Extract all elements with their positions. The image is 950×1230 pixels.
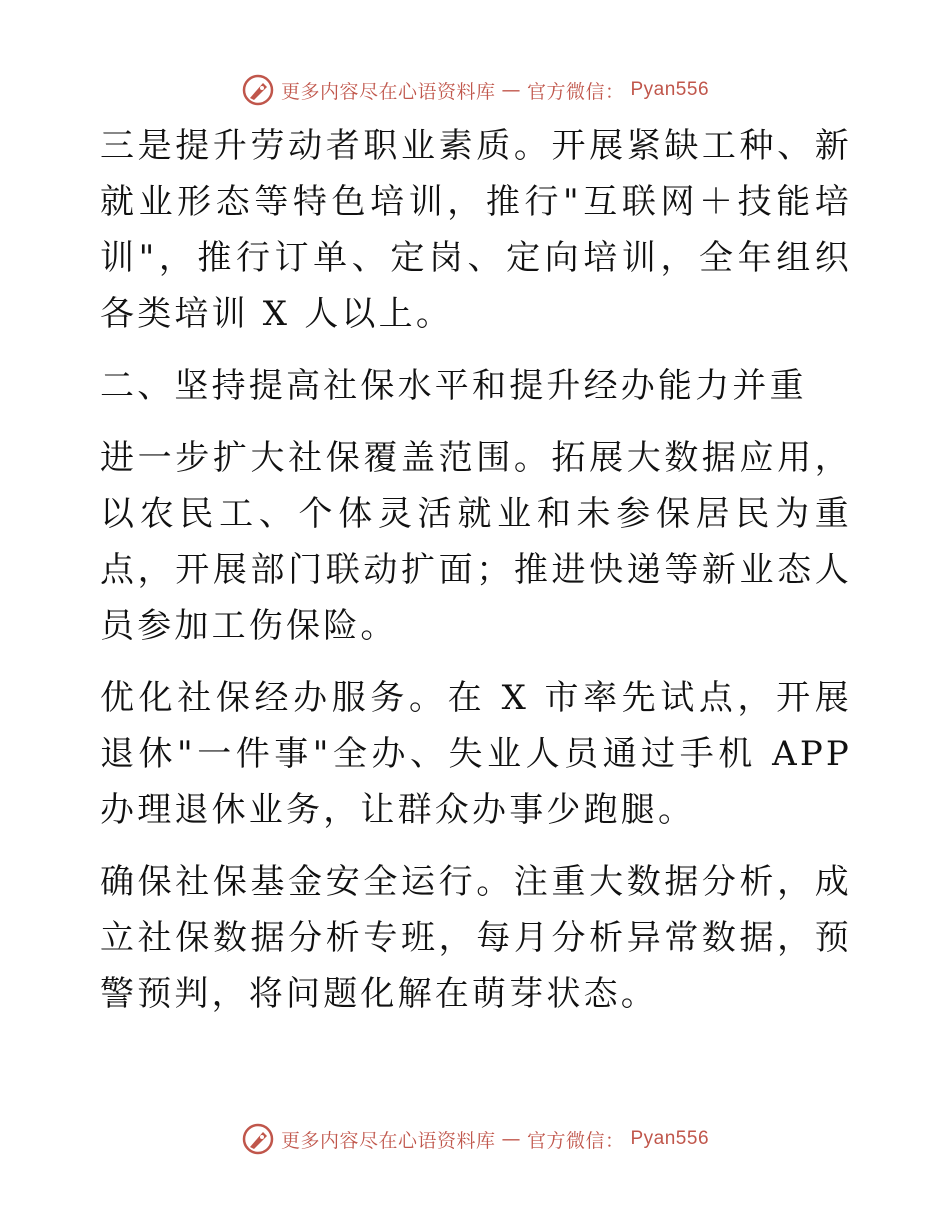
banner-wechat-label: 官方微信： bbox=[526, 80, 625, 103]
paragraph-coverage-expansion: 进一步扩大社保覆盖范围。拓展大数据应用，以农民工、个体灵活就业和未参保居民为重点，开展部门联动扩面；推进快递等新业态人员参加工伤保险。 bbox=[100, 438, 852, 646]
banner-wechat-id: Pyan556 bbox=[630, 79, 710, 100]
banner-separator: — bbox=[501, 79, 521, 101]
banner-wechat-id: Pyan556 bbox=[630, 1128, 710, 1149]
paragraph-fund-safety: 确保社保基金安全运行。注重大数据分析，成立社保数据分析专班，每月分析异常数据，预警预判，将问题化解在萌芽状态。 bbox=[100, 862, 852, 1014]
banner-main-text: 更多内容尽在心语资料库 bbox=[280, 1129, 496, 1152]
banner-main-text: 更多内容尽在心语资料库 bbox=[280, 80, 496, 103]
section-heading-social-security: 二、坚持提高社保水平和提升经办能力并重 bbox=[100, 366, 807, 406]
banner-wechat-label: 官方微信： bbox=[526, 1129, 625, 1152]
paragraph-vocational-training: 三是提升劳动者职业素质。开展紧缺工种、新就业形态等特色培训，推行"互联网＋技能培训"，推行订单、定岗、定向培训，全年组织各类培训 X 人以上。 bbox=[100, 126, 852, 334]
pen-nib-logo-icon bbox=[241, 73, 275, 107]
document-body bbox=[100, 118, 852, 1038]
header-banner bbox=[0, 73, 950, 107]
pen-nib-logo-icon bbox=[241, 1122, 275, 1156]
banner-separator: — bbox=[501, 1128, 521, 1150]
footer-banner bbox=[0, 1122, 950, 1156]
paragraph-service-optimization: 优化社保经办服务。在 X 市率先试点，开展退休"一件事"全办、失业人员通过手机 APP 办理退休业务，让群众办事少跑腿。 bbox=[100, 678, 852, 830]
